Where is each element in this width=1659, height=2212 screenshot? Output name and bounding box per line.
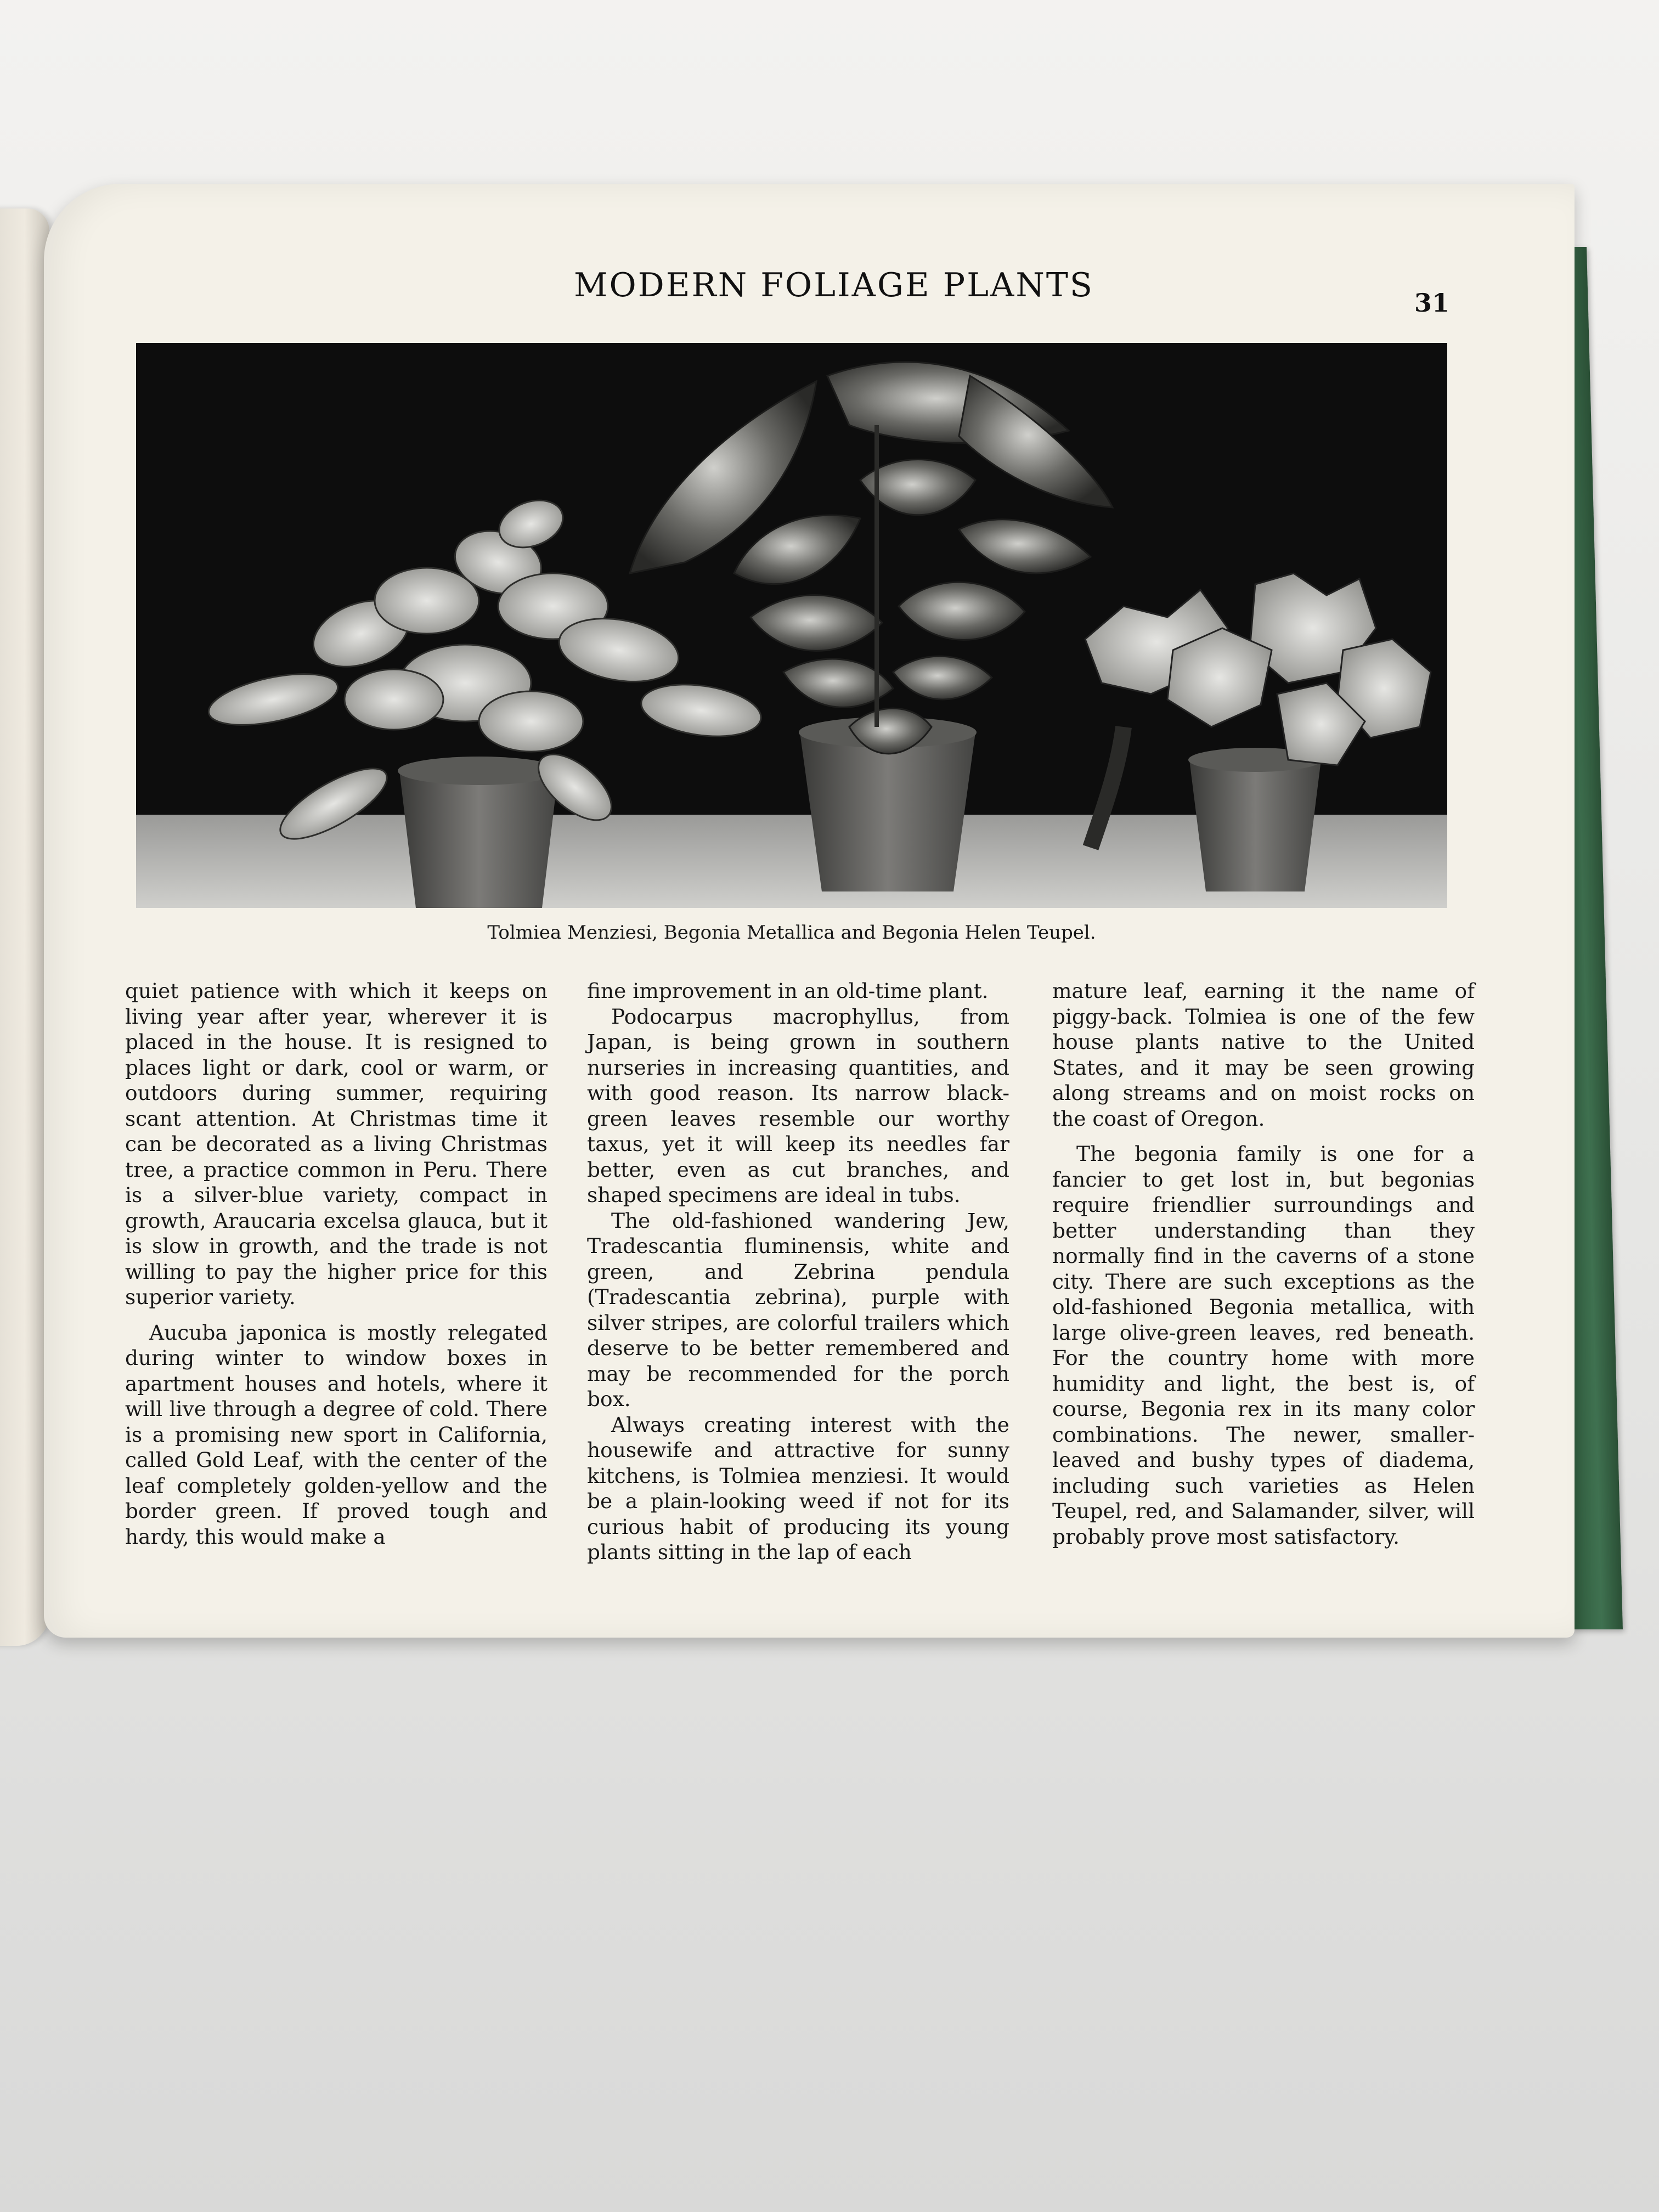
paragraph: Podocarpus macrophyllus, from Japan, is being grown in southern nurseries in increasing quantities, and with good reason. Its narrow black-green leaves resemble our worthy taxus, yet it will keep its needles far better, even as cut branches, and shaped specimens are ideal in tubs.	[587, 1004, 1009, 1207]
text-column-1	[125, 978, 548, 1549]
paragraph: mature leaf, earning it the name of piggy-back. Tolmiea is one of the few house plants native to the United States, and it may be seen growing along streams and on moist rocks on the coast of Oregon.	[1052, 979, 1475, 1131]
page-header	[44, 266, 1575, 332]
paragraph: quiet patience with which it keeps on living year after year, wherever it is placed in the house. It is resigned to places light or dark, cool or warm, or outdoors during summer, requiring scant attention. At Christmas time it can be decorated as a living Christmas tree, a practice common in Peru. There is a silver-blue variety, compact in growth, Araucaria excelsa glauca, but it is slow in growth, and the trade is not willing to pay the higher price for this superior variety.	[125, 979, 548, 1309]
page-title: MODERN FOLIAGE PLANTS	[574, 266, 1094, 304]
book-page	[44, 184, 1575, 1638]
text-column-3	[1052, 978, 1475, 1549]
plant-photograph	[136, 343, 1447, 908]
left-page-edge	[0, 208, 49, 1646]
page-number: 31	[1414, 288, 1449, 318]
paragraph: Aucuba japonica is mostly relegated during winter to window boxes in apartment houses and hotels, where it will live through a degree of cold. There is a promising new sport in California, called Gold Leaf, with the center of the leaf completely golden-yellow and the border green. If proved tough and hardy, this would make a	[125, 1320, 548, 1549]
paragraph: The old-fashioned wandering Jew, Tradescantia fluminensis, white and green, and Zebrina pendula (Tradescantia zebrina), purple with silver stripes, are colorful trailers which deserve to be better remembered and may be recommended for the porch box.	[587, 1208, 1009, 1411]
paragraph: Always creating interest with the housewife and attractive for sunny kitchens, is Tolmiea menziesi. It would be a plain-looking weed if not for its curious habit of producing its young plants sitting in the lap of each	[587, 1412, 1009, 1564]
photo-caption: Tolmiea Menziesi, Begonia Metallica and Begonia Helen Teupel.	[487, 922, 1096, 944]
text-columns	[125, 978, 1480, 1593]
plant-photo-illustration	[136, 343, 1447, 908]
paragraph: The begonia family is one for a fancier to get lost in, but begonias require friendlier surroundings and better understanding than they normally find in the caverns of a stone city. There are such exceptions as the old-fashioned Begonia metallica, with large olive-green leaves, red beneath. For the country home with more humidity and light, the best is, of course, Begonia rex in its many color combinations. The newer, smaller-leaved and bushy types of diadema, including such varieties as Helen Teupel, red, and Salamander, silver, will probably prove most satisfactory.	[1052, 1142, 1475, 1549]
paragraph: fine improvement in an old-time plant.	[587, 979, 989, 1003]
text-column-2	[587, 978, 1009, 1565]
